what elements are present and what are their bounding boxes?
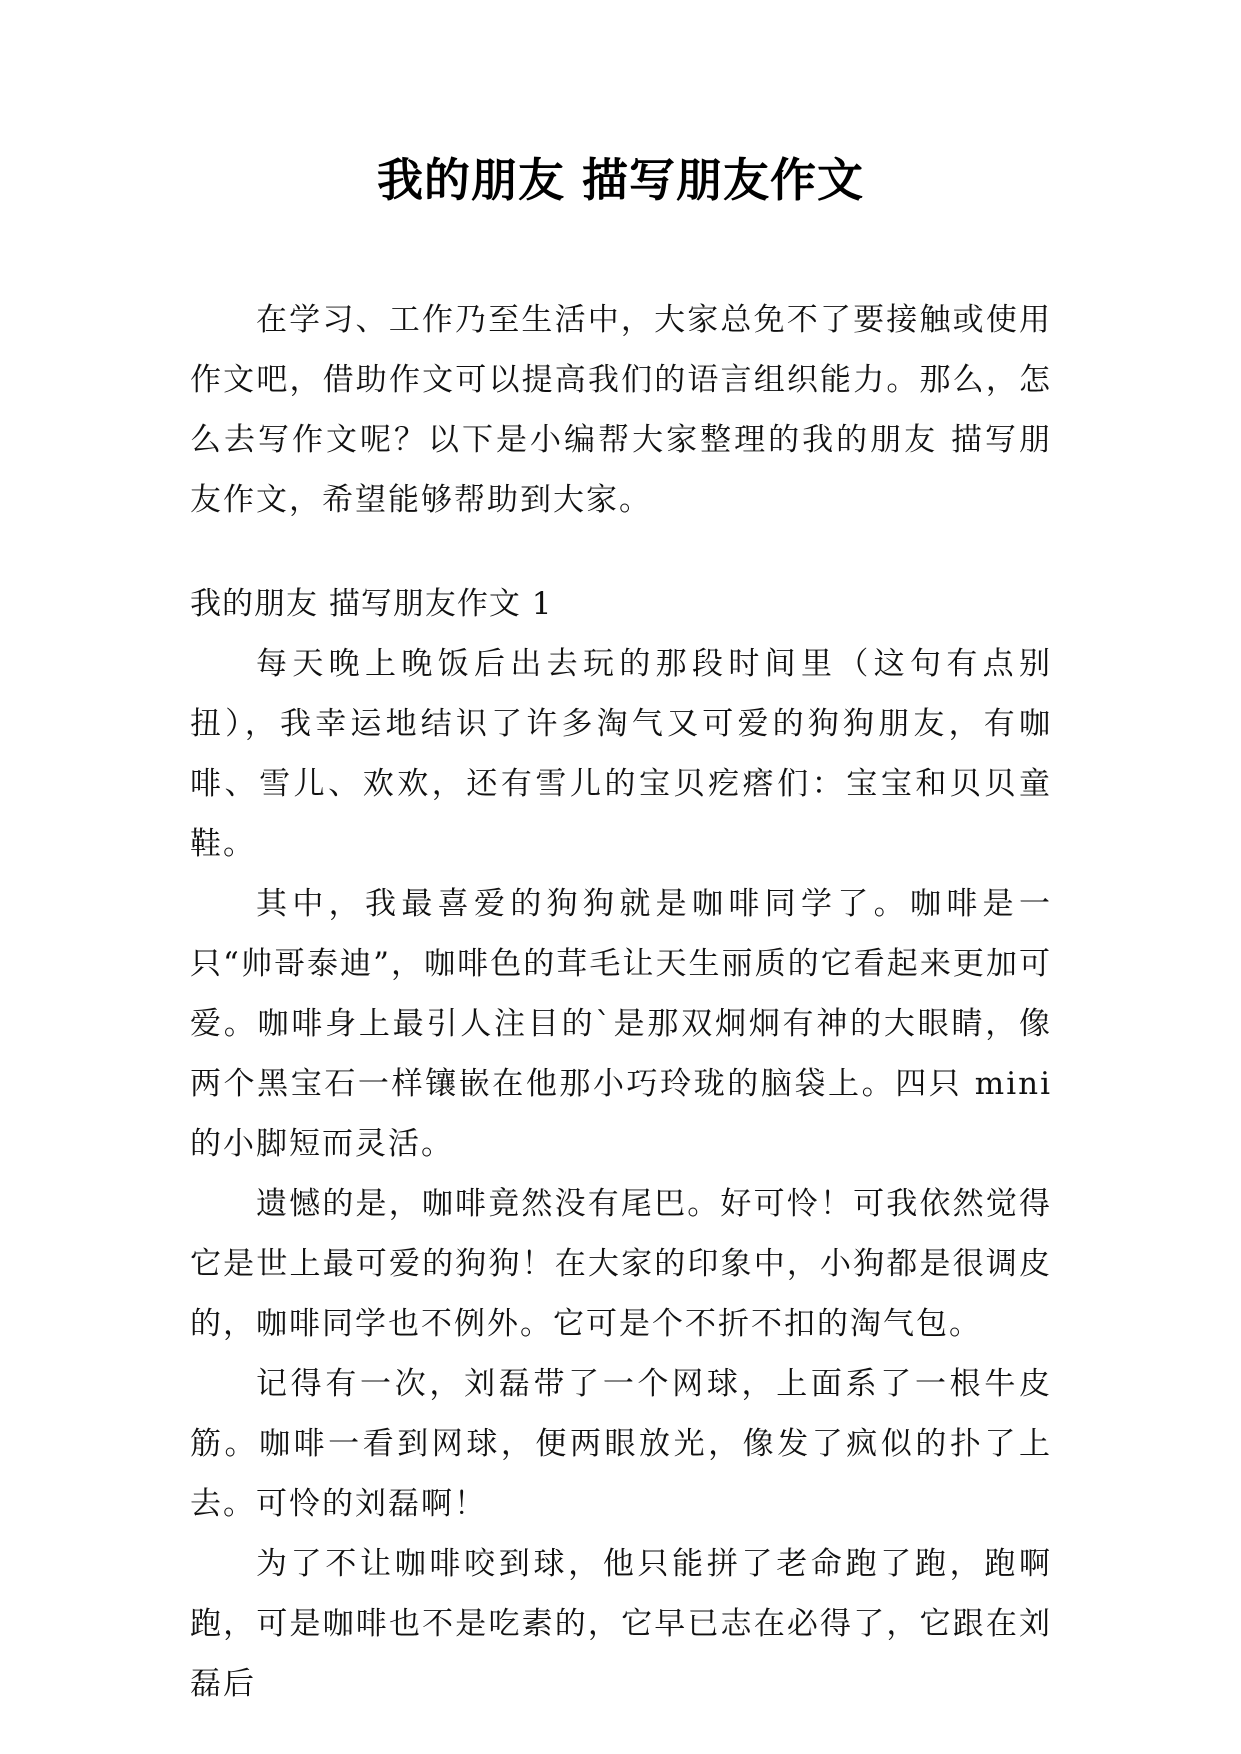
essay-paragraph: 其中，我最喜爱的狗狗就是咖啡同学了。咖啡是一只“帅哥泰迪”，咖啡色的茸毛让天生丽质的它看起来更加可爱。咖啡身上最引人注目的`是那双炯炯有神的大眼睛，像两个黑宝石一样镶嵌在他那小巧玲珑的脑袋上。四只 mini 的小脚短而灵活。 (190, 886, 1052, 1162)
section-heading: 我的朋友 描写朋友作文 1 (190, 586, 553, 622)
essay-paragraph: 每天晚上晚饭后出去玩的那段时间里（这句有点别扭），我幸运地结识了许多淘气又可爱的狗狗朋友，有咖啡、雪儿、欢欢，还有雪儿的宝贝疙瘩们：宝宝和贝贝童鞋。 (190, 646, 1052, 862)
document-title: 我的朋友 描写朋友作文 (376, 153, 864, 207)
intro-paragraph: 在学习、工作乃至生活中，大家总免不了要接触或使用作文吧，借助作文可以提高我们的语言组织能力。那么，怎么去写作文呢？以下是小编帮大家整理的我的朋友 描写朋友作文，希望能够帮助到大家。 (190, 302, 1052, 518)
essay-paragraph: 为了不让咖啡咬到球，他只能拼了老命跑了跑，跑啊跑，可是咖啡也不是吃素的，它早已志在必得了，它跟在刘磊后 (190, 1546, 1052, 1702)
essay-paragraph: 遗憾的是，咖啡竟然没有尾巴。好可怜！可我依然觉得它是世上最可爱的狗狗！在大家的印象中，小狗都是很调皮的，咖啡同学也不例外。它可是个不折不扣的淘气包。 (190, 1186, 1052, 1342)
essay-paragraph: 记得有一次，刘磊带了一个网球，上面系了一根牛皮筋。咖啡一看到网球，便两眼放光，像发了疯似的扑了上去。可怜的刘磊啊！ (190, 1366, 1052, 1522)
essay-body (190, 634, 1052, 1714)
